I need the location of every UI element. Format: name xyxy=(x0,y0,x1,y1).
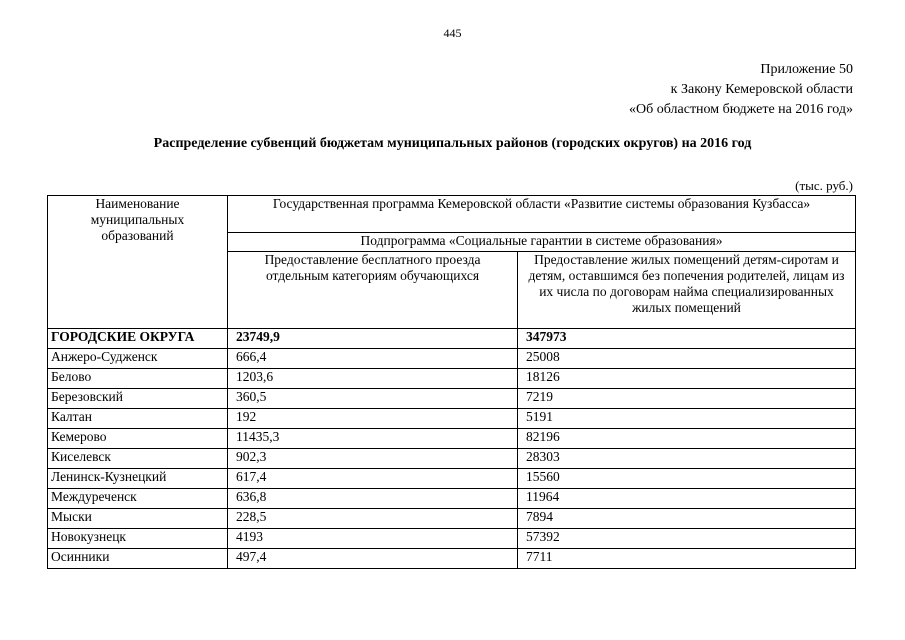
table-row xyxy=(48,409,856,429)
municipality-name: Ленинск-Кузнецкий xyxy=(48,469,228,489)
appendix-line-2: к Закону Кемеровской области xyxy=(670,82,853,97)
housing-value: 7711 xyxy=(518,549,856,569)
free-travel-value: 11435,3 xyxy=(228,429,518,449)
table-row xyxy=(48,369,856,389)
table-body xyxy=(48,329,856,569)
appendix-line-1: Приложение 50 xyxy=(760,62,853,77)
total-housing: 347973 xyxy=(518,329,856,349)
municipality-name: Осинники xyxy=(48,549,228,569)
appendix-note xyxy=(629,60,853,120)
municipality-name: Анжеро-Судженск xyxy=(48,349,228,369)
free-travel-value: 1203,6 xyxy=(228,369,518,389)
appendix-line-3: «Об областном бюджете на 2016 год» xyxy=(629,102,853,117)
table-row xyxy=(48,349,856,369)
housing-value: 7219 xyxy=(518,389,856,409)
municipality-name: Березовский xyxy=(48,389,228,409)
municipality-name: Мыски xyxy=(48,509,228,529)
housing-value: 18126 xyxy=(518,369,856,389)
document-title: Распределение субвенций бюджетам муниципальных районов (городских округов) на 2016 год xyxy=(153,136,752,151)
total-name: ГОРОДСКИЕ ОКРУГА xyxy=(48,329,228,349)
housing-value: 28303 xyxy=(518,449,856,469)
free-travel-value: 228,5 xyxy=(228,509,518,529)
subvention-table xyxy=(47,195,856,569)
table-row-total xyxy=(48,329,856,349)
header-subprogram: Подпрограмма «Социальные гарантии в системе образования» xyxy=(228,233,856,252)
municipality-name: Кемерово xyxy=(48,429,228,449)
table-row xyxy=(48,549,856,569)
free-travel-value: 4193 xyxy=(228,529,518,549)
housing-value: 15560 xyxy=(518,469,856,489)
header-municipality: Наименование муниципальных образований xyxy=(48,196,228,329)
free-travel-value: 666,4 xyxy=(228,349,518,369)
header-housing-orphans: Предоставление жилых помещений детям-сиротам и детям, оставшимся без попечения родителей, лицам из их числа по договорам найма специализированных жилых помещений xyxy=(518,252,856,329)
municipality-name: Киселевск xyxy=(48,449,228,469)
municipality-name: Белово xyxy=(48,369,228,389)
table-row xyxy=(48,429,856,449)
municipality-name: Междуреченск xyxy=(48,489,228,509)
table-row xyxy=(48,469,856,489)
header-program: Государственная программа Кемеровской области «Развитие системы образования Кузбасса» xyxy=(228,196,856,233)
housing-value: 82196 xyxy=(518,429,856,449)
total-free-travel: 23749,9 xyxy=(228,329,518,349)
page-number: 445 xyxy=(443,26,462,40)
housing-value: 11964 xyxy=(518,489,856,509)
housing-value: 57392 xyxy=(518,529,856,549)
header-free-travel: Предоставление бесплатного проезда отдельным категориям обучающихся xyxy=(228,252,518,329)
municipality-name: Калтан xyxy=(48,409,228,429)
table-row xyxy=(48,529,856,549)
table-row xyxy=(48,509,856,529)
free-travel-value: 902,3 xyxy=(228,449,518,469)
housing-value: 7894 xyxy=(518,509,856,529)
free-travel-value: 360,5 xyxy=(228,389,518,409)
free-travel-value: 617,4 xyxy=(228,469,518,489)
free-travel-value: 636,8 xyxy=(228,489,518,509)
table-row xyxy=(48,449,856,469)
free-travel-value: 497,4 xyxy=(228,549,518,569)
table-row xyxy=(48,389,856,409)
housing-value: 5191 xyxy=(518,409,856,429)
units-label: (тыс. руб.) xyxy=(795,178,853,193)
table-row xyxy=(48,489,856,509)
housing-value: 25008 xyxy=(518,349,856,369)
municipality-name: Новокузнецк xyxy=(48,529,228,549)
free-travel-value: 192 xyxy=(228,409,518,429)
